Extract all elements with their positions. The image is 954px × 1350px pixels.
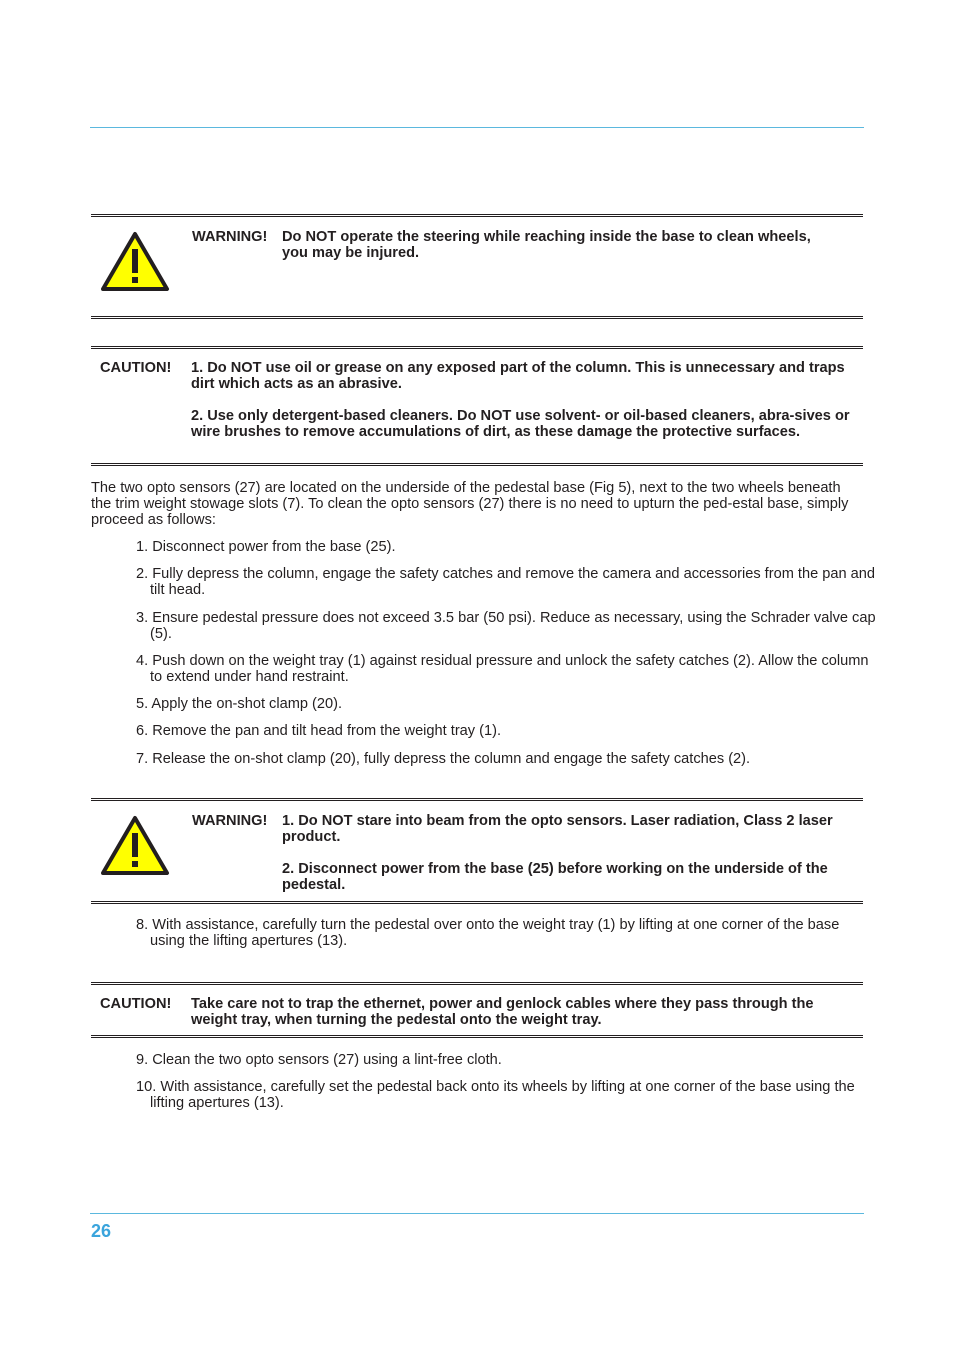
step-8: 8. With assistance, carefully turn the pedestal over onto the weight tray (1) by lifting at one corner of the base using the lifting apertures (13). [136,917,840,949]
step-3: 3. Ensure pedestal pressure does not exceed 3.5 bar (50 psi). Reduce as necessary, using the Schrader valve cap (5). [136,610,876,642]
caution-box-cables [91,982,863,1038]
caution-item-1: 1. Do NOT use oil or grease on any exposed part of the column. This is unnecessary and traps dirt which acts as an abrasive. [191,360,845,392]
warning-box-steering [91,214,863,319]
step-2: 2. Fully depress the column, engage the safety catches and remove the camera and accessories from the pan and tilt head. [136,566,876,598]
step-4: 4. Push down on the weight tray (1) against residual pressure and unlock the safety catches (2). Allow the column to extend under hand restraint. [136,653,869,685]
step-10: 10. With assistance, carefully set the pedestal back onto its wheels by lifting at one corner of the base using the lifting apertures (13). [136,1079,855,1111]
step-9: 9. Clean the two opto sensors (27) using a lint-free cloth. [136,1052,502,1068]
warning-text [282,229,812,261]
warning-label: WARNING! [192,813,268,829]
caution-item-2: 2. Use only detergent-based cleaners. Do NOT use solvent- or oil-based cleaners, abra-sives or wire brushes to remove accumulations of dirt, as these damage the protective surfaces. [191,408,850,440]
caution-label: CAUTION! [100,360,172,376]
step-7: 7. Release the on-shot clamp (20), fully depress the column and engage the safety catches (2). [136,751,751,767]
caution-text-line: Take care not to trap the ethernet, power and genlock cables where they pass through the weight tray, when turning the pedestal onto the weight tray. [191,996,814,1028]
warning-text [282,813,857,893]
intro-text: The two opto sensors (27) are located on the underside of the pedestal base (Fig 5), next to the two wheels beneath the trim weight stowage slots (7). To clean the opto sensors (27) there is no need to upturn the ped-estal base, simply proceed as follows: [91,480,849,528]
warning-text-line: Do NOT operate the steering while reaching inside the base to clean wheels, you may be injured. [282,229,811,261]
intro-paragraph [91,480,863,528]
step-5: 5. Apply the on-shot clamp (20). [136,696,343,712]
warning-item-2: 2. Disconnect power from the base (25) before working on the underside of the pedestal. [282,861,828,893]
caution-box-cleaning [91,346,863,466]
warning-triangle-icon [100,815,170,877]
header-rule [90,127,864,128]
caution-text [191,360,856,440]
warning-item-1: 1. Do NOT stare into beam from the opto sensors. Laser radiation, Class 2 laser product. [282,813,833,845]
step-6: 6. Remove the pan and tilt head from the weight tray (1). [136,723,502,739]
caution-label: CAUTION! [100,996,172,1012]
page-number: 26 [91,1221,112,1241]
caution-text [191,996,856,1028]
warning-label: WARNING! [192,229,268,245]
warning-triangle-icon [100,231,170,293]
footer-rule [90,1213,864,1214]
warning-box-laser [91,798,863,904]
step-1: 1. Disconnect power from the base (25). [136,539,396,555]
